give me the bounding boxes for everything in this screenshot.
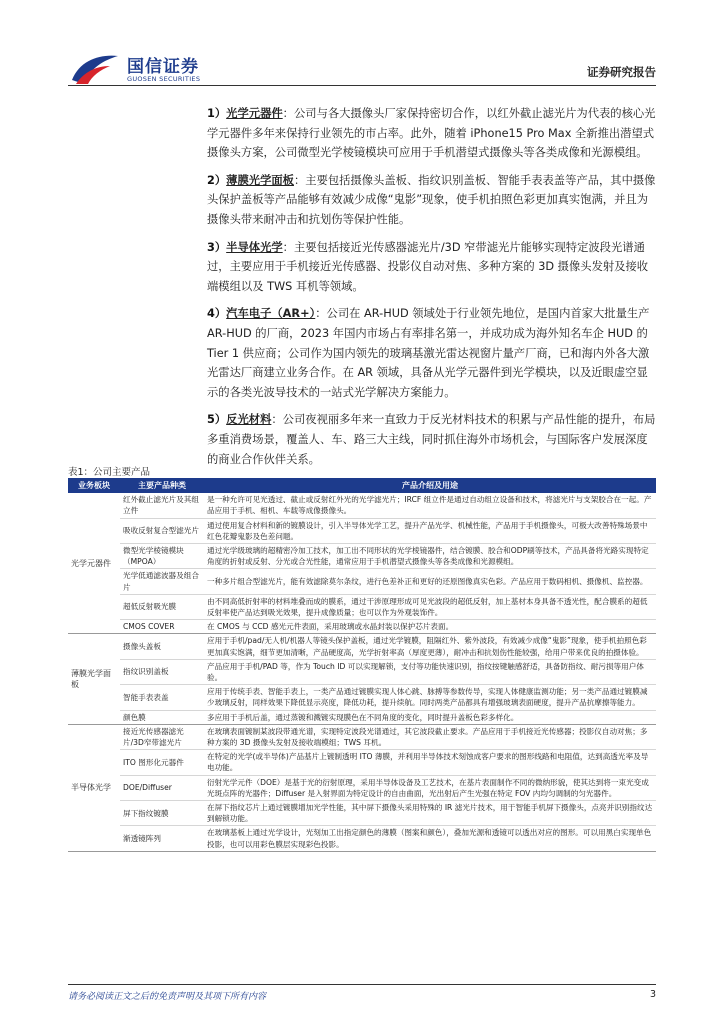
- header-business-segment: 业务板块: [68, 478, 120, 493]
- product-type-cell: 渐透镜阵列: [120, 826, 204, 851]
- segment-cell: 半导体光学: [68, 724, 120, 851]
- table-header-row: [68, 478, 656, 493]
- table-row: [68, 518, 656, 543]
- logo-english-name: GUOSEN SECURITIES: [127, 75, 201, 83]
- product-type-cell: 吸收反射复合型滤光片: [120, 518, 204, 543]
- report-type-label: 证券研究报告: [587, 65, 656, 79]
- paragraph-optical-components: [207, 104, 657, 163]
- product-desc-cell: 衍射光学元件（DOE）是基于光的衍射原理，采用半导体设备及工艺技术，在基片表面制作不同的微纳形貌，使其达到将一束光变成光斑点阵的光器件；Diffuser 是入射界面为特定设计的自由曲面，光出射后产生光强在特定 FOV 内均匀调制的匀光器件。: [204, 775, 656, 800]
- segment-cell: 光学元器件: [68, 493, 120, 634]
- paragraph-term: 反光材料: [226, 413, 272, 427]
- table-row: [68, 685, 656, 710]
- table-row: [68, 594, 656, 619]
- paragraph-body: ：主要包括接近光传感器滤光片/3D 窄带滤光片能够实现特定波段光谱通过，主要应用于手机接近光传感器、投影仪自动对焦、多种方案的 3D 摄像头发射及接收端模组以及 TWS 耳机等领域。: [207, 240, 649, 293]
- paragraph-semiconductor-optics: [207, 238, 657, 297]
- product-desc-cell: 在特定的光学(或半导体)产品基片上镀制透明 ITO 薄膜，并利用半导体技术刻蚀成客户要求的图形线路和电阻值，达到高透光率及导电功能。: [204, 750, 656, 775]
- paragraph-term: 半导体光学: [226, 240, 283, 254]
- product-type-cell: 颜色膜: [120, 710, 204, 724]
- product-desc-cell: 在玻璃基板上通过光学设计，光刻加工出指定颜色的薄膜（图案和颜色），叠加光源和透镜可以透出对应的图形。可以用黑白实现单色投影，也可以用彩色膜层实现彩色投影。: [204, 826, 656, 851]
- product-type-cell: 接近光传感器滤光片/3D窄带滤光片: [120, 724, 204, 749]
- product-desc-cell: 一种多片组合型滤光片，能有效滤除莫尔条纹，进行色差补正和更好的还原图像真实色彩。产品应用于数码相机、摄像机、监控器。: [204, 569, 656, 594]
- table-row: [68, 724, 656, 749]
- table-row: [68, 801, 656, 826]
- header-product-type: 主要产品种类: [120, 478, 204, 493]
- footer-disclaimer: 请务必阅读正文之后的免责声明及其项下所有内容: [68, 992, 267, 1002]
- table-row: [68, 634, 656, 659]
- table-row: [68, 544, 656, 569]
- product-type-cell: DOE/Diffuser: [120, 775, 204, 800]
- product-desc-cell: 由不同高低折射率的材料堆叠而成的膜系，通过干涉原理形成可见光波段的超低反射，加上基材本身具备不透光性，配合膜系的超低反射率使产品达到吸光效果，提升成像质量；也可以作为外观装饰件。: [204, 594, 656, 619]
- table-caption: 表1：公司主要产品: [68, 467, 151, 478]
- table-row: [68, 569, 656, 594]
- paragraph-thin-film-panels: [207, 171, 657, 230]
- paragraph-number: 1）: [207, 107, 227, 120]
- paragraph-body: ：公司在 AR-HUD 领域处于行业领先地位，是国内首家大批量生产 AR-HUD 的厂商，2023 年国内市场占有率排名第一，并成功成为海外知名车企 HUD 的 Tier 1 供应商；公司作为国内领先的玻璃基激光雷达视窗片量产厂商，已和海内外各大激光雷达厂商建立业务合作。在 AR 领域，具备从光学元器件到光学模块，以及近眼虚空显示的各类光波导技术的一站式光学解决方案能力。: [207, 307, 650, 399]
- table-row: [68, 710, 656, 724]
- product-type-cell: 微型光学棱镜模块（MPOA）: [120, 544, 204, 569]
- main-products-table: [68, 478, 656, 852]
- product-type-cell: 超低反射吸光膜: [120, 594, 204, 619]
- paragraph-term: 光学元器件: [226, 107, 283, 120]
- product-desc-cell: 通过使用复合材料和新的镀膜设计，引入半导体光学工艺，提升产品光学、机械性能，产品用于手机摄像头，可极大改善特殊场景中红色花瓣鬼影及色差问题。: [204, 518, 656, 543]
- product-type-cell: 屏下指纹镀膜: [120, 801, 204, 826]
- product-desc-cell: 在屏下指纹芯片上通过镀膜增加光学性能，其中屏下摄像头采用特殊的 IR 滤光片技术，用于智能手机屏下摄像头，点亮并识别指纹达到解锁功能。: [204, 801, 656, 826]
- header-product-description: 产品介绍及用途: [204, 478, 656, 493]
- product-desc-cell: 多应用于手机后盖，通过蒸镀和溅镀实现膜色在不同角度的变化，同时提升盖板色彩多样化。: [204, 710, 656, 724]
- paragraph-number: 5）: [207, 413, 227, 427]
- guosen-logo-icon: [70, 50, 120, 86]
- table-row: [68, 750, 656, 775]
- paragraph-body: ：主要包括摄像头盖板、指纹识别盖板、智能手表表盖等产品，其中摄像头保护盖板等产品能够有效减少成像“鬼影”现象，使手机拍照色彩更加真实饱满，并且为摄像头带来耐冲击和抗划伤等保护性能。: [207, 173, 656, 226]
- page-number: 3: [649, 989, 656, 1000]
- table-row: [68, 620, 656, 634]
- product-type-cell: CMOS COVER: [120, 620, 204, 634]
- paragraph-body: ：公司夜视丽多年来一直致力于反光材料技术的积累与产品性能的提升，布局多重消费场景，覆盖人、车、路三大主线，同时抓住海外市场机会，与国际客户发展深度的商业合作伙伴关系。: [207, 413, 656, 466]
- product-type-cell: 摄像头盖板: [120, 634, 204, 659]
- product-type-cell: 光学低通滤波器及组合片: [120, 569, 204, 594]
- product-type-cell: 红外截止滤光片及其组立件: [120, 493, 204, 518]
- paragraph-reflective-materials: [207, 410, 657, 469]
- product-desc-cell: 产品应用于手机/PAD 等，作为 Touch ID 可以实现解锁，支付等功能快速识别，指纹按键触感舒适，具备防指纹、耐污损等用户体验。: [204, 659, 656, 684]
- product-type-cell: ITO 图形化元器件: [120, 750, 204, 775]
- paragraph-number: 3）: [207, 240, 227, 254]
- page-header: [0, 0, 724, 88]
- product-desc-cell: 应用于手机/pad/无人机/机器人等镜头保护盖板，通过光学镀膜，阻隔红外、紫外波段，有效减少成像“鬼影”现象，使手机拍照色彩更加真实饱满，细节更加清晰，产品硬度高，光学折射率高（厚度更薄），耐冲击和抗划伤性能较强，给用户带来优良的拍摄体验。: [204, 634, 656, 659]
- table-row: [68, 493, 656, 518]
- paragraph-auto-electronics: [207, 304, 657, 402]
- table-row: [68, 826, 656, 851]
- table-row: [68, 775, 656, 800]
- paragraph-body: ：公司与各大摄像头厂家保持密切合作，以红外截止滤光片为代表的核心光学元器件多年来保持行业领先的市占率。此外，随着 iPhone15 Pro Max 全新推出潜望式摄像头方案，公司微型光学棱镜模块可应用于手机潜望式摄像头等各类成像和光源模组。: [207, 107, 656, 160]
- footer-divider: [68, 984, 656, 985]
- segment-cell: 薄膜光学面板: [68, 634, 120, 724]
- product-desc-cell: 通过光学级玻璃的超精密冷加工技术，加工出不同形状的光学棱镜器件，结合镀膜、胶合和ODP刷等技术，产品具备将光路实现特定角度的折射或反射、分光或合光性能，通常应用于手机潜望式摄像头等各类成像和光源模组。: [204, 544, 656, 569]
- body-text: [207, 104, 657, 477]
- product-type-cell: 指纹识别盖板: [120, 659, 204, 684]
- paragraph-number: 2）: [207, 173, 227, 187]
- paragraph-number: 4）: [207, 307, 227, 321]
- logo-chinese-name: 国信证券: [127, 57, 199, 77]
- product-desc-cell: 是一种允许可见光透过、截止或反射红外光的光学滤光片；IRCF 组立件是通过自动组立设备和技术，将滤光片与支架胶合在一起。产品应用于手机、相机、车载等成像摄像头。: [204, 493, 656, 518]
- product-type-cell: 智能手表表盖: [120, 685, 204, 710]
- product-desc-cell: 在 CMOS 与 CCD 感光元件表面，采用玻璃或水晶封装以保护芯片表面。: [204, 620, 656, 634]
- paragraph-term: 汽车电子（AR+）: [226, 307, 316, 321]
- product-desc-cell: 应用于传统手表、智能手表上，一类产品通过镀膜实现人体心跳、脉搏等参数传导，实现人体健康监测功能；另一类产品通过镀膜减少玻璃反射，同样效果下降低显示亮度，降低功耗，提升续航。同时两类产品都具有增强玻璃表面硬度，提升产品抗摩擦等能力。: [204, 685, 656, 710]
- header-divider: [68, 85, 656, 86]
- paragraph-term: 薄膜光学面板: [226, 173, 294, 187]
- product-desc-cell: 在玻璃表面镀制某波段带通光谱，实现特定波段光谱通过，其它波段截止要求。产品应用于手机接近光传感器；投影仪自动对焦；多种方案的 3D 摄像头发射及接收端模组；TWS 耳机。: [204, 724, 656, 749]
- table-row: [68, 659, 656, 684]
